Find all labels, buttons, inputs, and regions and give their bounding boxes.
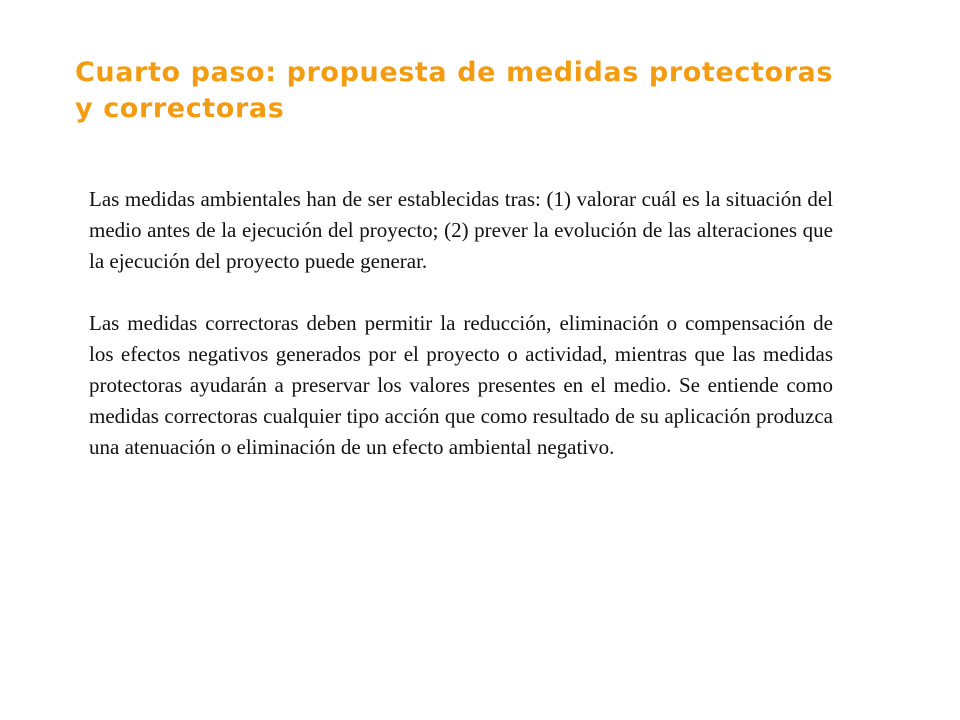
slide-title: Cuarto paso: propuesta de medidas protectoras y correctoras [75,57,834,124]
paragraph-medidas-ambientales: Las medidas ambientales han de ser establecidas tras: (1) valorar cuál es la situación del medio antes de la ejecución del proyecto; (2) prever la evolución de las alteraciones que la ejecución del proyecto puede generar. [89,187,833,273]
paragraph-medidas-correctoras: Las medidas correctoras deben permitir la reducción, eliminación o compensación de los efectos negativos generados por el proyecto o actividad, mientras que las medidas protectoras ayudarán a preservar los valores presentes en el medio. Se entiende como medidas correctoras cualquier tipo acción que como resultado de su aplicación produzca una atenuación o eliminación de un efecto ambiental negativo. [89,311,833,459]
slide-body [89,184,833,463]
